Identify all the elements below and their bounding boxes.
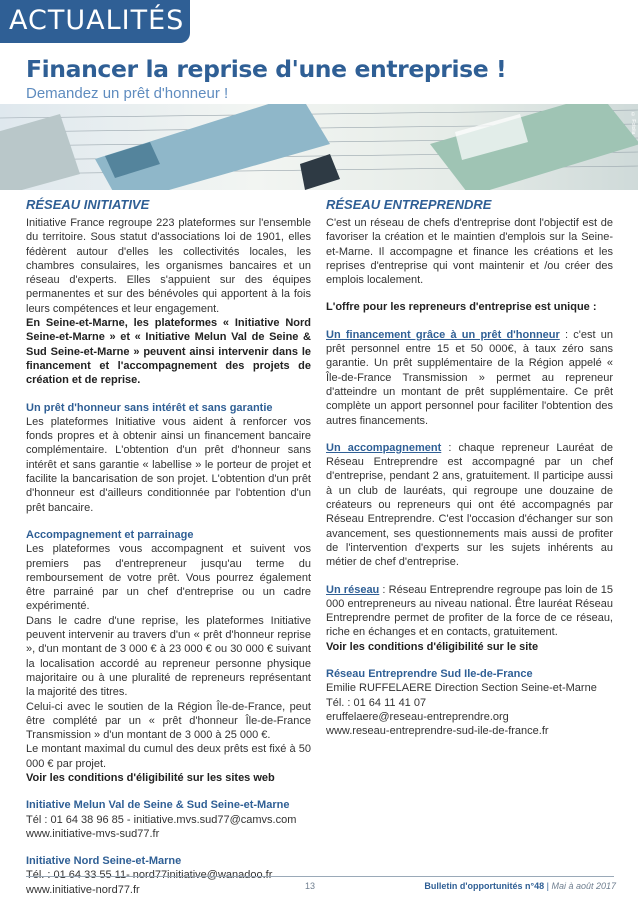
section-tab — [0, 0, 190, 43]
contact-website[interactable]: www.initiative-nord77.fr — [26, 883, 140, 896]
contact-email[interactable]: eruffelaere@reseau-entreprendre.org — [326, 710, 509, 723]
network-label: Un réseau — [326, 583, 380, 596]
contact-website[interactable]: www.initiative-mvs-sud77.fr — [26, 827, 160, 840]
contact-website[interactable]: www.reseau-entreprendre-sud-ile-de-france.fr — [326, 725, 549, 738]
support-text-2: Dans le cadre d'une reprise, les plateformes Initiative peuvent intervenir au travers d'un « prêt d'honneur reprise », d'un montant de 3 000 € à 23 000 € ou 30 000 € suivant la localisation accordé au repreneur personne physique majoritaire ou à une pluralité de repreneurs représentant la majorité des titres. — [26, 614, 311, 699]
support-label: Un accompagnement — [326, 441, 442, 454]
support-text: : chaque repreneur Lauréat de Réseau Entreprendre est accompagné par un chef d'entreprise, pendant 2 ans, gratuitement. Il participe aussi à un club de lauréats, qui regroupe une douzaine de créateurs ou repreneurs qui ont été accompagnés par Réseau Entreprendre. C'est l'occasion d'échanger sur son avancement, ses questionnements mais aussi de profiter de l'intervention d'experts sur les sujets inhérents au métier de chef d'entreprise. — [326, 441, 613, 569]
loan-heading: Un prêt d'honneur sans intérêt et sans garantie — [26, 401, 273, 414]
page-subtitle: Demandez un prêt d'honneur ! — [26, 85, 229, 102]
financing-paragraph — [326, 328, 613, 428]
publication-name: Bulletin d'opportunités n°48 — [424, 881, 545, 891]
contact-name: Réseau Entreprendre Sud Ile-de-France — [326, 668, 533, 681]
conditions-link[interactable]: Voir les conditions d'éligibilité sur le site — [326, 640, 539, 653]
banner-photo — [0, 104, 638, 190]
support-text: Les plateformes vous accompagnent et suivent vos premiers pas d'entrepreneur jusqu'au terme du remboursement de votre prêt. Vous pourrez également être parrainé par un chef d'entreprise ou un cadre expérimenté. — [26, 543, 311, 613]
footer-separator: | — [544, 881, 552, 891]
support-paragraph — [326, 441, 613, 570]
heading-reseau-entreprendre: RÉSEAU ENTREPRENDRE — [326, 197, 492, 212]
contact-phone-email[interactable]: Tél : 01 64 38 96 85 - initiative.mvs.sud77@camvs.com — [26, 813, 297, 826]
left-column — [26, 190, 311, 897]
footer-publication — [424, 881, 616, 891]
section-tab-label: ACTUALITÉS — [9, 5, 185, 36]
right-column — [326, 190, 613, 739]
heading-reseau-initiative: RÉSEAU INITIATIVE — [26, 197, 150, 212]
contact-phone: Tél. : 01 64 11 41 07 — [326, 696, 427, 709]
financing-text: : c'est un prêt personnel entre 15 et 50 000€, à taux zéro sans garantie. Un prêt supplémentaire de la Région appelé « Île-de-France Transmission » permet au repreneur d'atteindre un montant de prêt supplémentaire. Ce prêt complète un apport personnel pour faciliter l'obtention des autres financements. — [326, 328, 613, 427]
support-text-4: Le montant maximal du cumul des deux prêts est fixé à 50 000 € par projet. — [26, 743, 311, 770]
photo-credit: © Fotolia — [630, 112, 636, 135]
contact-name: Initiative Melun Val de Seine & Sud Seine-et-Marne — [26, 799, 290, 812]
page-title: Financer la reprise d'une entreprise ! — [26, 55, 507, 83]
publication-date: Mai à août 2017 — [551, 881, 616, 891]
network-paragraph — [326, 583, 613, 640]
page-number: 13 — [305, 881, 316, 891]
initiative-intro-bold: En Seine-et-Marne, les plateformes « Initiative Nord Seine-et-Marne » et « Initiative Melun Val de Seine & Sud Seine-et-Marne » peuvent ainsi intervenir dans le financement et l'accompagnement des projets de création et de reprise. — [26, 317, 311, 387]
initiative-intro: Initiative France regroupe 223 plateformes sur l'ensemble du territoire. Sous statut d'associations loi de 1901, elles fédèrent autour d'elles les collectivités locales, les chambres consulaires, les organismes bancaires et un réseau d'experts. Elles s'appuient sur des équipes permanentes et sur des bénévoles qui apportent à la fois leurs compétences et leur engagement. — [26, 217, 311, 315]
contact-person: Emilie RUFFELAERE Direction Section Seine-et-Marne — [326, 682, 597, 695]
contact-name: Initiative Nord Seine-et-Marne — [26, 855, 182, 868]
network-text: : Réseau Entreprendre regroupe pas loin de 15 000 entrepreneurs au niveau national. Être lauréat Réseau Entreprendre permet de profiter de la force de ce réseau, riche en échanges et en contacts, gratuitement. — [326, 583, 613, 639]
loan-text: Les plateformes Initiative vous aident à renforcer vos fonds propres et à obtenir ainsi un financement bancaire complémentaire. L'obtention d'un prêt d'honneur sans intérêt et sans garantie « labellise » le porteur de projet et facilite la bancarisation de son projet. L'obtention d'un prêt d'honneur est d'ailleurs conditionnée par l'obtention d'un prêt bancaire. — [26, 415, 311, 514]
support-text-3: Celui-ci avec le soutien de la Région Île-de-France, peut être complété par un « prêt d'honneur Île-de-France Transmission » d'un montant de 3 000 à 25 000 €. — [26, 700, 311, 742]
offer-title: L'offre pour les repreneurs d'entreprise est unique : — [326, 301, 597, 314]
footer-divider — [26, 876, 614, 877]
support-heading: Accompagnement et parrainage — [26, 528, 194, 541]
financing-label: Un financement grâce à un prêt d'honneur — [326, 328, 560, 341]
banknotes-illustration — [0, 104, 638, 190]
conditions-link[interactable]: Voir les conditions d'éligibilité sur les sites web — [26, 771, 275, 784]
entreprendre-intro: C'est un réseau de chefs d'entreprise dont l'objectif est de favoriser la création et le maintien d'emplois sur la Seine-et-Marne. Il accompagne et finance les créations et les reprises d'entreprise qui vont maintenir et /ou créer des emplois localement. — [326, 217, 613, 287]
